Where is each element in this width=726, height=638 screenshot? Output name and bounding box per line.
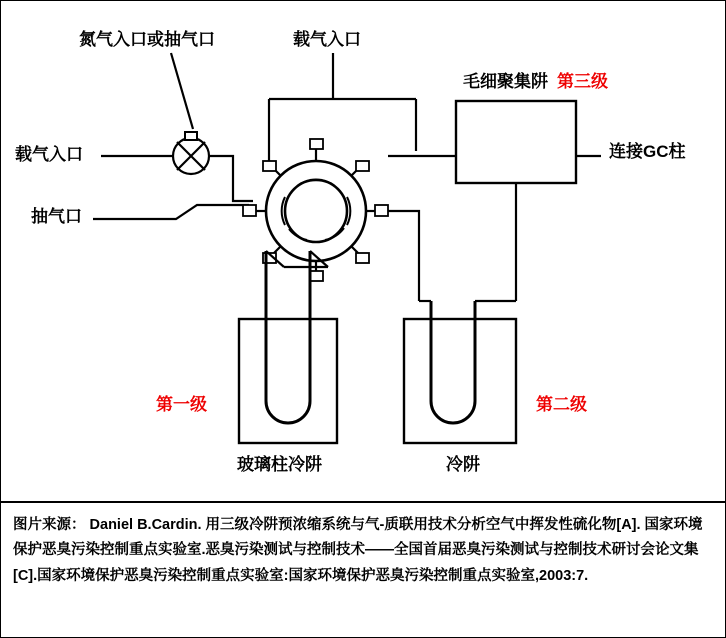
label-glass-cold-trap: 玻璃柱冷阱 [237, 455, 322, 474]
rotary-valve-inner-icon [285, 180, 347, 242]
vent-line [93, 205, 249, 219]
valve-port-top [185, 132, 197, 140]
valve-to-rotor-line-2 [233, 176, 253, 201]
caption-text: 图片来源： Daniel B.Cardin. 用三级冷阱预浓缩系统与气-质联用技术分析空气中挥发性硫化物[A]. 国家环境保护恶臭污染控制重点实验室.恶臭污染测试与控制技术——全国首届恶臭污染测试与控制技术研讨会论文集[C].国家环境保护恶臭污染控制重点实验室:国家环境保护恶臭污染控制重点实验室,2003:7. [13, 517, 703, 584]
caption-block [1, 501, 725, 637]
label-cold-trap: 冷阱 [446, 455, 480, 474]
stage-two-dewar-box [404, 319, 516, 443]
label-gc-column: 连接GC柱 [609, 142, 686, 161]
label-carrier-inlet-left: 载气入口 [15, 145, 83, 164]
label-stage-one: 第一级 [156, 395, 207, 414]
flow-diagram-svg [1, 1, 726, 501]
label-carrier-inlet-top: 载气入口 [293, 30, 361, 49]
label-stage-three: 第三级 [557, 72, 608, 91]
label-stage-two: 第二级 [536, 395, 587, 414]
label-n2-inlet: 氮气入口或抽气口 [79, 30, 215, 49]
label-vent-port: 抽气口 [31, 207, 82, 226]
label-capillary-trap: 毛细聚集阱 [463, 72, 548, 91]
valve-to-rotor-line [209, 156, 233, 176]
leader-n2-inlet [171, 53, 193, 129]
rotor-to-stage2-up [388, 211, 419, 301]
capillary-trap-box [456, 101, 576, 183]
diagram-canvas [1, 1, 726, 501]
